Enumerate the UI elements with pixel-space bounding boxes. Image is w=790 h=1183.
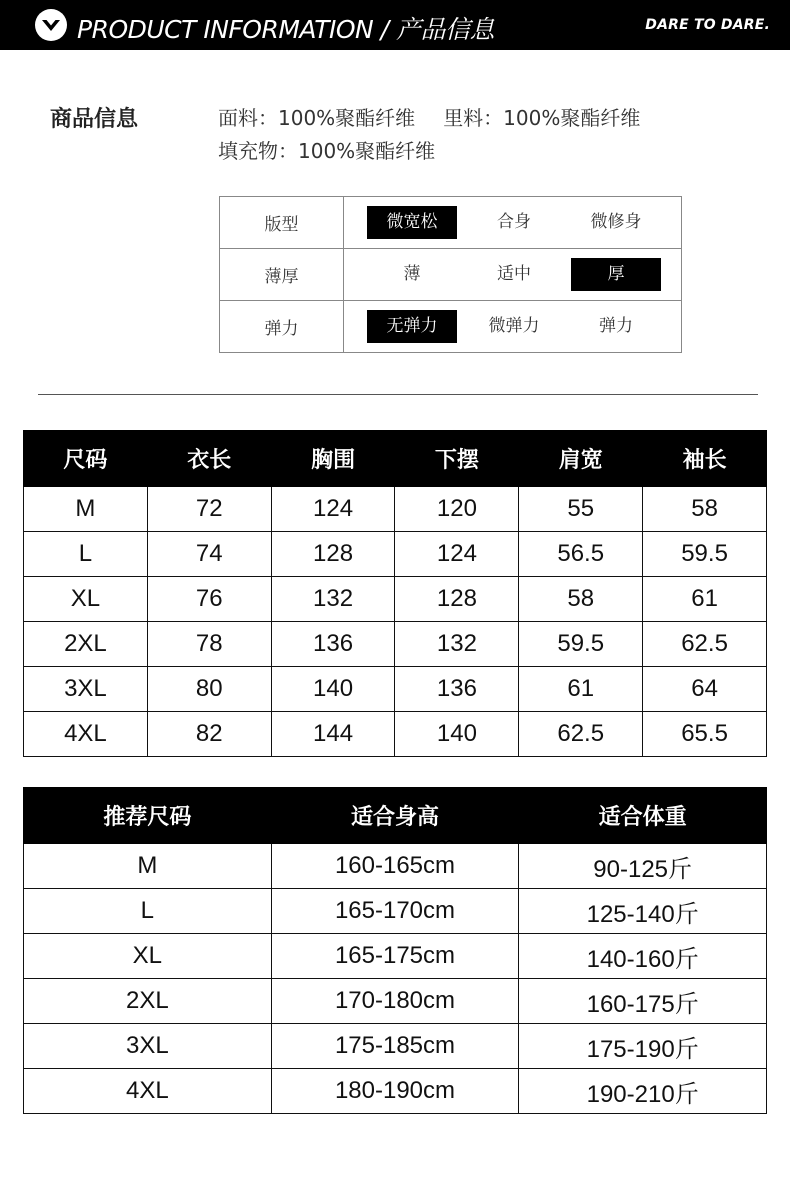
- attribute-option-selected: 微宽松: [367, 206, 457, 239]
- table-cell: 140: [395, 712, 519, 757]
- table-cell: 165-175cm: [271, 934, 519, 979]
- attribute-option: 弹力: [599, 316, 633, 336]
- table-cell: 90-125斤: [519, 844, 767, 889]
- header-slogan: DARE TO DARE.: [645, 17, 770, 33]
- table-cell: 140-160斤: [519, 934, 767, 979]
- table-cell: 132: [395, 622, 519, 667]
- recommend-table: [23, 787, 767, 1114]
- table-cell: 61: [519, 667, 643, 712]
- table-cell: 56.5: [519, 532, 643, 577]
- material-line: [218, 102, 640, 131]
- lining-text: 里料：100%聚酯纤维: [443, 106, 641, 130]
- section-divider: [38, 394, 758, 395]
- product-info-label: 商品信息: [50, 107, 139, 132]
- table-cell: 2XL: [24, 979, 272, 1024]
- fabric-text: 面料：100%聚酯纤维: [218, 106, 416, 130]
- table-cell: M: [24, 487, 148, 532]
- table-row: [24, 532, 767, 577]
- table-cell: L: [24, 889, 272, 934]
- attribute-name: 薄厚: [220, 249, 344, 301]
- table-cell: 64: [643, 667, 767, 712]
- table-cell: 170-180cm: [271, 979, 519, 1024]
- table-cell: 124: [395, 532, 519, 577]
- table-cell: 132: [271, 577, 395, 622]
- filling-text: 填充物：100%聚酯纤维: [218, 139, 436, 163]
- table-cell: 136: [395, 667, 519, 712]
- table-cell: 160-175斤: [519, 979, 767, 1024]
- recommend-table-header: [24, 788, 767, 844]
- table-cell: XL: [24, 577, 148, 622]
- attribute-table: [219, 196, 682, 353]
- table-cell: 82: [147, 712, 271, 757]
- recommend-table-header-cell: 适合身高: [271, 788, 519, 844]
- size-table: [23, 430, 767, 757]
- table-cell: 190-210斤: [519, 1069, 767, 1114]
- table-cell: 80: [147, 667, 271, 712]
- table-cell: 62.5: [519, 712, 643, 757]
- attribute-options: [344, 301, 681, 352]
- table-cell: 144: [271, 712, 395, 757]
- table-cell: 175-185cm: [271, 1024, 519, 1069]
- size-table-header-cell: 肩宽: [519, 431, 643, 487]
- size-table-header-cell: 袖长: [643, 431, 767, 487]
- size-table-header-cell: 下摆: [395, 431, 519, 487]
- table-cell: 2XL: [24, 622, 148, 667]
- table-row: [24, 577, 767, 622]
- table-cell: 136: [271, 622, 395, 667]
- table-cell: 78: [147, 622, 271, 667]
- table-row: [24, 844, 767, 889]
- table-cell: 165-170cm: [271, 889, 519, 934]
- table-cell: 58: [519, 577, 643, 622]
- attribute-option: 微弹力: [488, 316, 540, 336]
- size-table-header-cell: 胸围: [271, 431, 395, 487]
- table-row: [24, 1069, 767, 1114]
- table-cell: 180-190cm: [271, 1069, 519, 1114]
- attribute-name: 弹力: [220, 301, 344, 353]
- table-cell: 55: [519, 487, 643, 532]
- table-cell: 124: [271, 487, 395, 532]
- table-cell: 128: [271, 532, 395, 577]
- table-cell: 74: [147, 532, 271, 577]
- header-title: PRODUCT INFORMATION / 产品信息: [77, 15, 495, 44]
- size-table-header-cell: 尺码: [24, 431, 148, 487]
- table-cell: 72: [147, 487, 271, 532]
- attribute-option-selected: 无弹力: [367, 310, 457, 343]
- table-cell: 120: [395, 487, 519, 532]
- table-cell: 59.5: [519, 622, 643, 667]
- table-row: [24, 667, 767, 712]
- attribute-name: 版型: [220, 197, 344, 249]
- table-cell: L: [24, 532, 148, 577]
- attribute-row: [220, 249, 682, 301]
- attribute-options: [344, 249, 681, 300]
- attribute-option: 合身: [497, 212, 531, 232]
- attribute-options-cell: [344, 249, 682, 301]
- attribute-option-selected: 厚: [571, 258, 661, 291]
- table-cell: 65.5: [643, 712, 767, 757]
- table-cell: 175-190斤: [519, 1024, 767, 1069]
- attribute-option: 薄: [403, 264, 421, 284]
- attribute-row: [220, 197, 682, 249]
- table-cell: 4XL: [24, 712, 148, 757]
- table-cell: 128: [395, 577, 519, 622]
- table-cell: 160-165cm: [271, 844, 519, 889]
- table-cell: 62.5: [643, 622, 767, 667]
- attribute-option: 适中: [497, 264, 531, 284]
- recommend-table-header-cell: 适合体重: [519, 788, 767, 844]
- table-row: [24, 712, 767, 757]
- recommend-table-header-cell: 推荐尺码: [24, 788, 272, 844]
- table-row: [24, 979, 767, 1024]
- table-cell: 76: [147, 577, 271, 622]
- table-row: [24, 889, 767, 934]
- size-table-header: [24, 431, 767, 487]
- filling-line: [218, 135, 435, 164]
- table-cell: 140: [271, 667, 395, 712]
- table-cell: 59.5: [643, 532, 767, 577]
- table-row: [24, 934, 767, 979]
- table-cell: 3XL: [24, 1024, 272, 1069]
- attribute-options-cell: [344, 197, 682, 249]
- table-row: [24, 487, 767, 532]
- table-row: [24, 622, 767, 667]
- page-header: [0, 0, 790, 50]
- table-cell: 3XL: [24, 667, 148, 712]
- table-cell: 125-140斤: [519, 889, 767, 934]
- size-table-header-cell: 衣长: [147, 431, 271, 487]
- table-cell: XL: [24, 934, 272, 979]
- table-cell: 58: [643, 487, 767, 532]
- attribute-options: [344, 197, 681, 248]
- table-row: [24, 1024, 767, 1069]
- attribute-options-cell: [344, 301, 682, 353]
- attribute-row: [220, 301, 682, 353]
- table-cell: 61: [643, 577, 767, 622]
- table-cell: 4XL: [24, 1069, 272, 1114]
- chevron-down-logo-icon: [35, 9, 67, 41]
- table-cell: M: [24, 844, 272, 889]
- attribute-option: 微修身: [590, 212, 642, 232]
